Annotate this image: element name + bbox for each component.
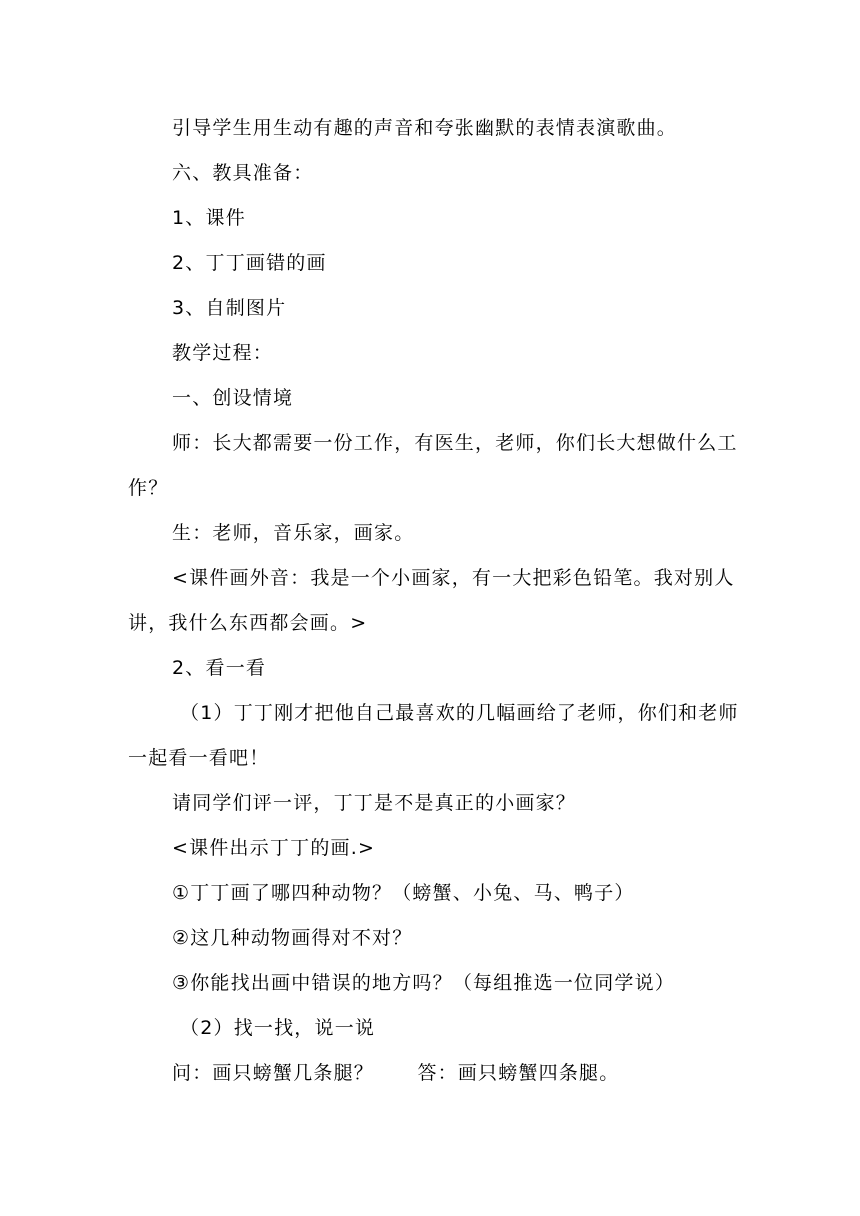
paragraph-line: 请同学们评一评，丁丁是不是真正的小画家？	[172, 792, 577, 814]
section-heading: 2、看一看	[172, 657, 267, 679]
list-item: ③你能找出画中错误的地方吗？（每组推选一位同学说）	[172, 972, 676, 994]
paragraph-line: 作？	[128, 477, 169, 499]
list-item: 1、课件	[172, 207, 246, 229]
list-item: 3、自制图片	[172, 297, 287, 319]
paragraph-line: <课件出示丁丁的画.>	[172, 837, 376, 859]
section-heading: 六、教具准备：	[172, 162, 314, 184]
section-heading: 一、创设情境	[172, 387, 294, 409]
paragraph-line: <课件画外音：我是一个小画家，有一大把彩色铅笔。我对别人	[172, 567, 735, 589]
list-item: 2、丁丁画错的画	[172, 252, 327, 274]
paragraph-line: 一起看一看吧！	[128, 747, 270, 769]
paragraph-line: 生：老师，音乐家，画家。	[172, 522, 415, 544]
paragraph-line: 师：长大都需要一份工作，有医生，老师，你们长大想做什么工	[172, 432, 738, 454]
paragraph-line: 问：画只螃蟹几条腿？ 答：画只螃蟹四条腿。	[172, 1062, 620, 1084]
section-heading: 教学过程：	[172, 342, 274, 364]
list-item: ①丁丁画了哪四种动物？（螃蟹、小兔、马、鸭子）	[172, 882, 635, 904]
paragraph-line: （1）丁丁刚才把他自己最喜欢的几幅画给了老师，你们和老师	[180, 702, 739, 724]
paragraph-line: 讲，我什么东西都会画。>	[128, 612, 368, 634]
paragraph-line: 引导学生用生动有趣的声音和夸张幽默的表情表演歌曲。	[172, 117, 678, 139]
list-item: ②这几种动物画得对不对？	[172, 927, 413, 949]
paragraph-line: （2）找一找，说一说	[180, 1017, 376, 1039]
